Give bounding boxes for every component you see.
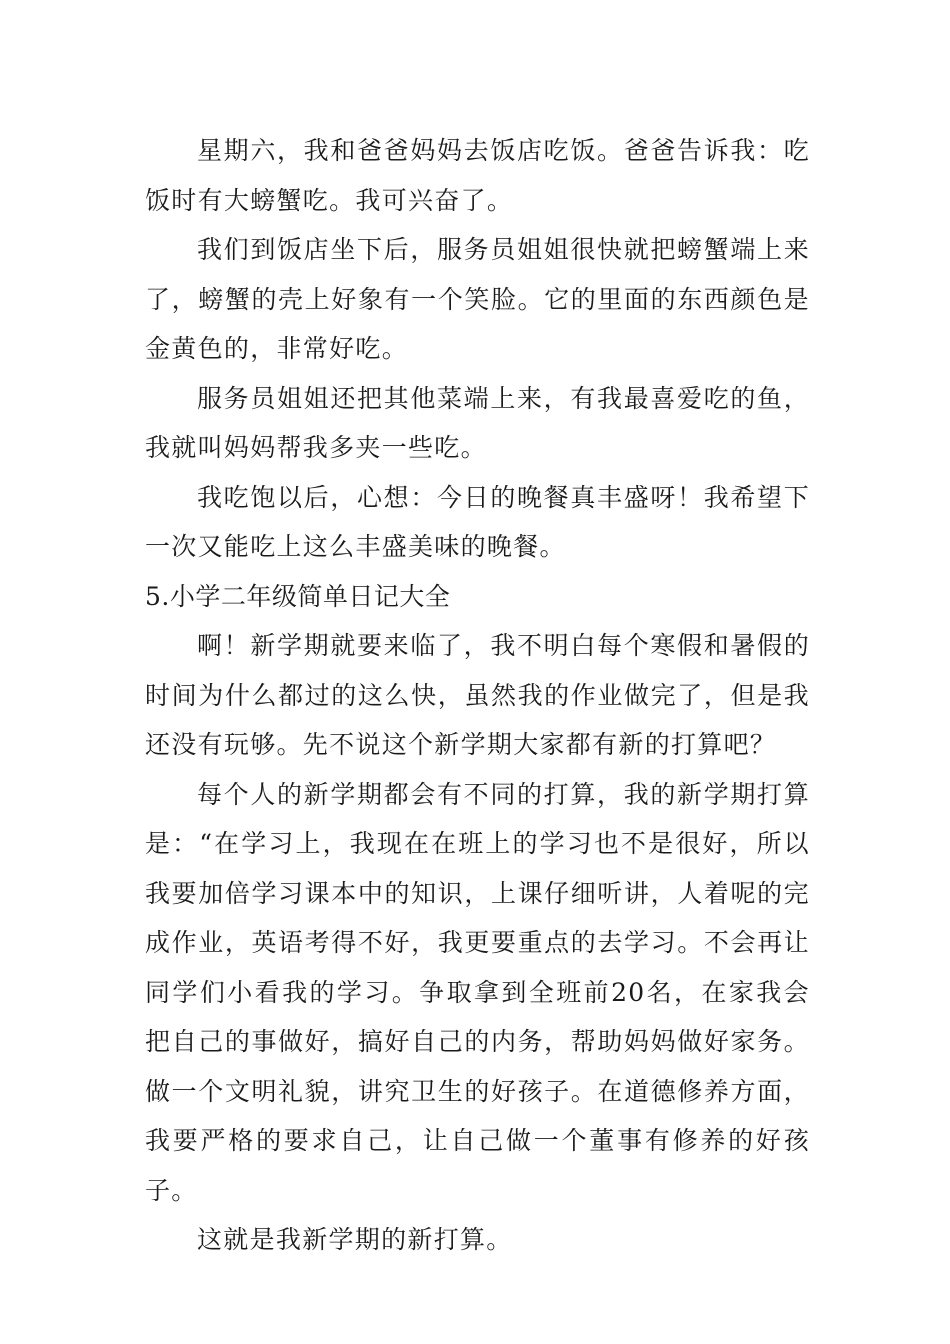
paragraph-crab-served: 我们到饭店坐下后，服务员姐姐很快就把螃蟹端上来了，螃蟹的壳上好象有一个笑脸。它的里面的东西颜色是金黄色的，非常好吃。 <box>145 235 810 363</box>
paragraph-saturday-dinner: 星期六，我和爸爸妈妈去饭店吃饭。爸爸告诉我：吃饭时有大螃蟹吃。我可兴奋了。 <box>145 136 810 215</box>
section-heading: 5.小学二年级简单日记大全 <box>145 581 451 611</box>
document-body <box>145 126 810 1265</box>
paragraph-conclusion: 这就是我新学期的新打算。 <box>197 1225 513 1254</box>
paragraph-full-dinner: 我吃饱以后，心想：今日的晚餐真丰盛呀！我希望下一次又能吃上这么丰盛美味的晚餐。 <box>145 482 810 561</box>
paragraph-fish-dish: 服务员姐姐还把其他菜端上来，有我最喜爱吃的鱼，我就叫妈妈帮我多夹一些吃。 <box>145 383 810 462</box>
paragraph-semester-plan: 每个人的新学期都会有不同的打算，我的新学期打算是：“在学习上，我现在在班上的学习也不是很好，所以我要加倍学习课本中的知识，上课仔细听讲，人着呢的完成作业，英语考得不好，我更要重点的去学习。不会再让同学们小看我的学习。争取拿到全班前20名，在家我会把自己的事做好，搞好自己的内务，帮助妈妈做好家务。做一个文明礼貌，讲究卫生的好孩子。在道德修养方面，我要严格的要求自己，让自己做一个董事有修养的好孩子。 <box>145 779 810 1205</box>
paragraph-new-semester: 啊！新学期就要来临了，我不明白每个寒假和暑假的时间为什么都过的这么快，虽然我的作业做完了，但是我还没有玩够。先不说这个新学期大家都有新的打算吧？ <box>145 631 810 759</box>
